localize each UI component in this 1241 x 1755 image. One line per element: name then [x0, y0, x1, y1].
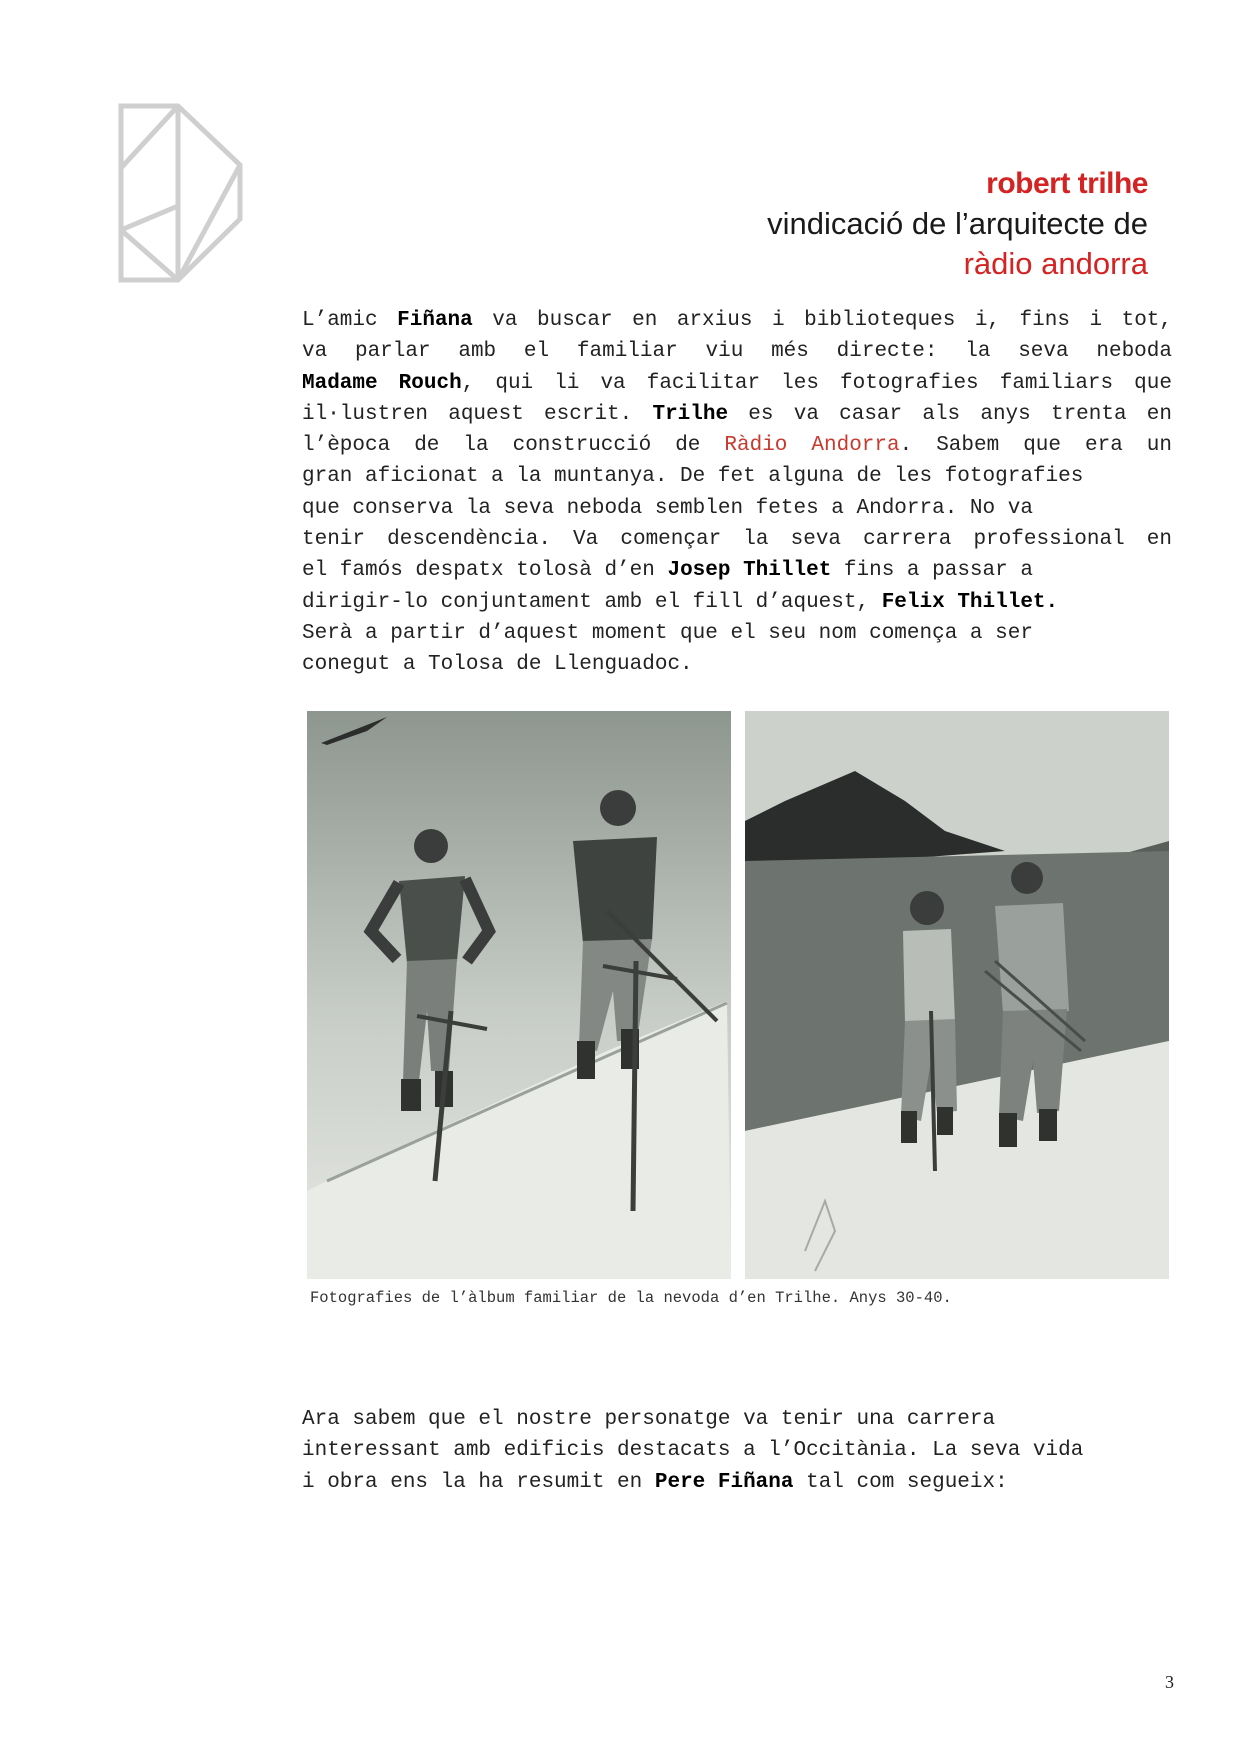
p1-line: dirigir-lo conjuntament amb el fill d’aquest, Felix Thillet.	[302, 590, 1059, 614]
p1-line: conegut a Tolosa de Llenguadoc.	[302, 653, 693, 677]
page-number: 3	[1165, 1672, 1174, 1692]
p1-line: gran aficionat a la muntanya. De fet alguna de les fotografies	[302, 465, 1084, 489]
p1-line: que conserva la seva neboda semblen fetes a Andorra. No va	[302, 496, 1033, 520]
p1-line: va parlar amb el familiar viu més directe: la seva neboda	[302, 340, 1172, 364]
p1-line: Madame Rouch, qui li va facilitar les fotografies familiars que	[302, 371, 1172, 395]
paragraph-1	[302, 305, 1172, 681]
publisher-logo-icon	[118, 103, 244, 283]
photo-mountaineers-snow	[307, 711, 731, 1279]
p1-line: tenir descendència. Va començar la seva carrera professional en	[302, 528, 1172, 552]
photo-couple-lake	[745, 711, 1169, 1279]
paragraph-2	[302, 1404, 1172, 1498]
p1-line: Serà a partir d’aquest moment que el seu nom comença a ser	[302, 621, 1033, 645]
p2-line: interessant amb edificis destacats a l’Occitània. La seva vida	[302, 1439, 1084, 1463]
radio-andorra-link: Ràdio Andorra	[724, 434, 900, 458]
p1-line: l’època de la construcció de Ràdio Andorra. Sabem que era un	[302, 434, 1172, 458]
p2-line: Ara sabem que el nostre personatge va tenir una carrera	[302, 1408, 996, 1431]
header-subtitle-line1: vindicació de l’arquitecte de	[767, 206, 1148, 241]
p1-line: il·lustren aquest escrit. Trilhe es va casar als anys trenta en	[302, 402, 1172, 426]
p2-line: i obra ens la ha resumit en Pere Fiñana tal com segueix:	[302, 1470, 1008, 1494]
header-author-name: robert trilhe	[986, 167, 1148, 200]
photo-caption: Fotografies de l’àlbum familiar de la nevoda d’en Trilhe. Anys 30-40.	[310, 1289, 952, 1307]
p1-line: L’amic Fiñana va buscar en arxius i biblioteques i, fins i tot,	[302, 309, 1173, 332]
p1-line: el famós despatx tolosà d’en Josep Thillet fins a passar a	[302, 559, 1033, 583]
document-header	[767, 164, 1148, 284]
header-subtitle-line2: ràdio andorra	[963, 246, 1148, 281]
